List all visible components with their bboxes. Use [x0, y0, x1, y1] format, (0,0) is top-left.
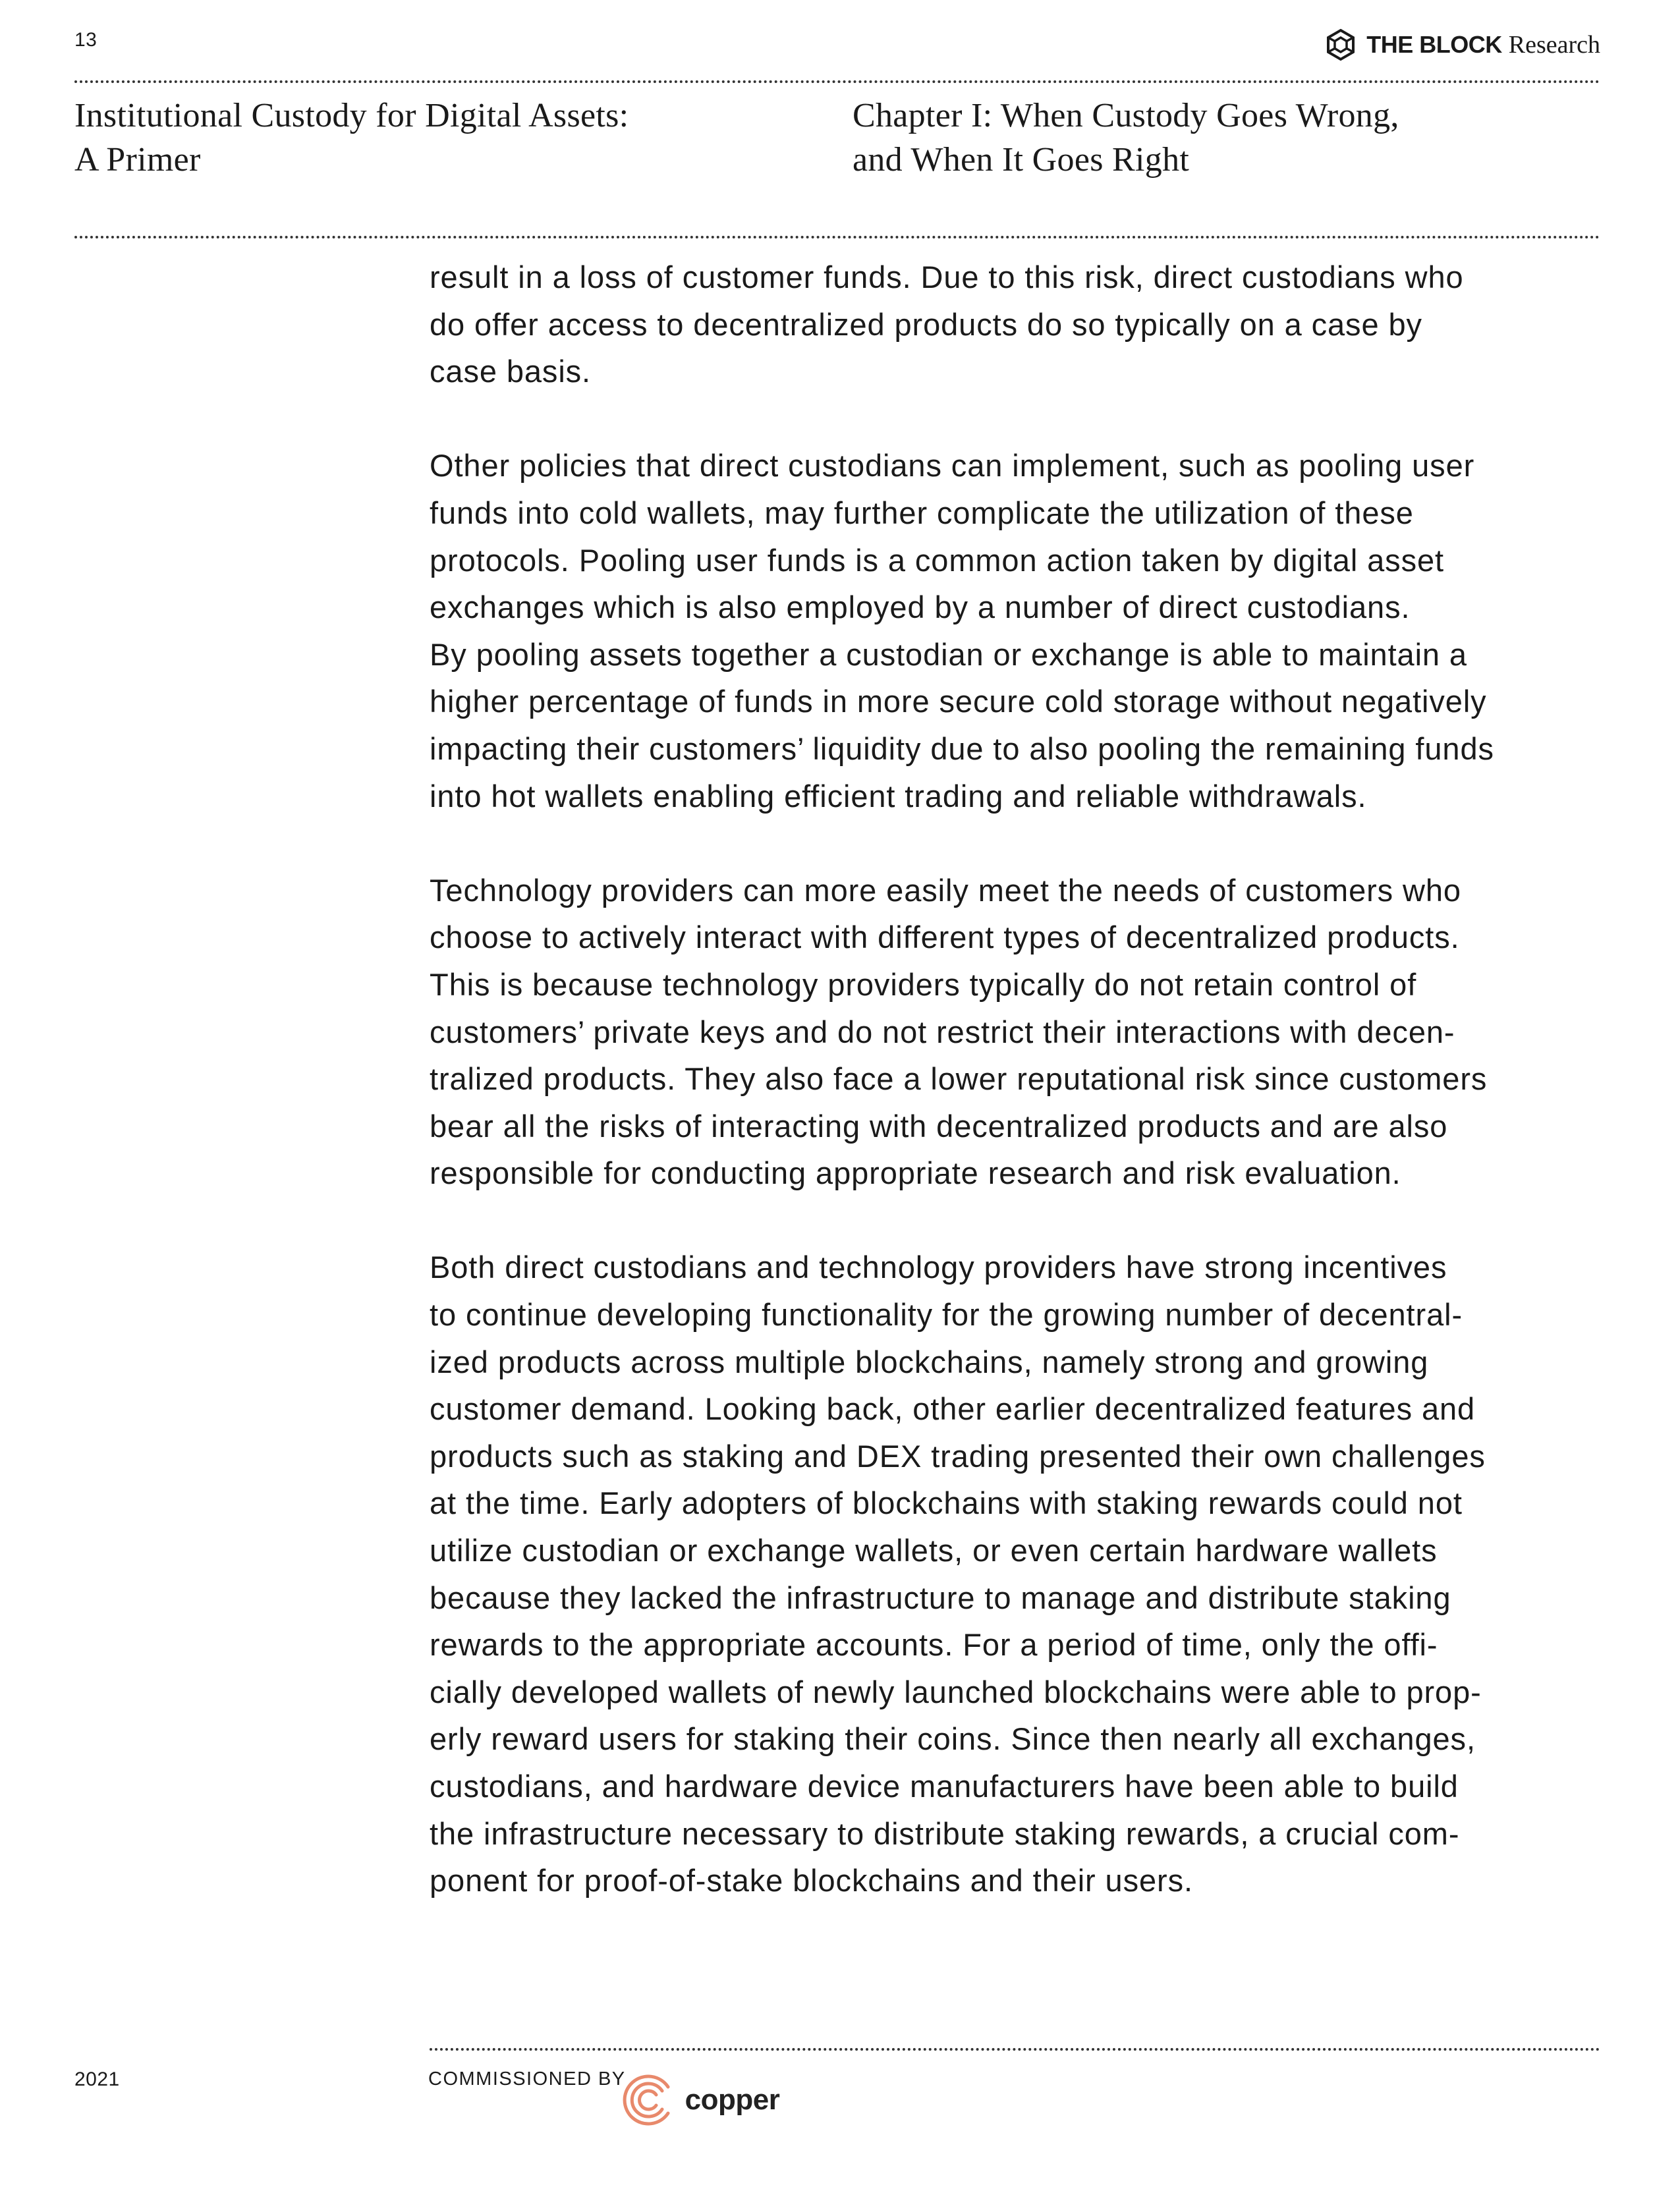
text-line: custodians, and hardware device manufacturers have been able to build: [430, 1769, 1459, 1804]
text-line: erly reward users for staking their coins. Since then nearly all exchanges,: [430, 1721, 1476, 1757]
copper-name: copper: [685, 2084, 780, 2116]
document-title-line: Institutional Custody for Digital Assets:: [74, 97, 629, 134]
text-line: ized products across multiple blockchains, namely strong and growing: [430, 1344, 1429, 1379]
commissioned-by: [428, 2067, 779, 2128]
chapter-title-line: and When It Goes Right: [853, 141, 1190, 179]
paragraph: [430, 1244, 1609, 1904]
commissioned-label: COMMISSIONED BY: [428, 2068, 626, 2090]
text-line: higher percentage of funds in more secure cold storage without negatively: [430, 684, 1487, 719]
footer-year: 2021: [74, 2068, 120, 2090]
document-title: [74, 94, 799, 182]
text-line: choose to actively interact with different types of decentralized products.: [430, 920, 1460, 955]
text-line: funds into cold wallets, may further complicate the utilization of these: [430, 495, 1414, 530]
text-line: result in a loss of customer funds. Due to this risk, direct custodians who: [430, 260, 1464, 294]
body-text: [430, 254, 1609, 1951]
text-line: protocols. Pooling user funds is a common action taken by digital asset: [430, 542, 1444, 578]
text-line: do offer access to decentralized products do so typically on a case by: [430, 306, 1422, 342]
text-line: This is because technology providers typically do not retain control of: [430, 966, 1417, 1002]
copper-c-logo-icon: [622, 2072, 677, 2128]
the-block-cube-icon: [1324, 28, 1357, 61]
text-line: cially developed wallets of newly launched blockchains were able to prop-: [430, 1674, 1482, 1709]
text-line: Other policies that direct custodians can implement, such as pooling user: [430, 448, 1475, 484]
footer-divider: [430, 2048, 1600, 2051]
text-line: products such as staking and DEX trading presented their own challenges: [430, 1438, 1486, 1474]
document-title-line: A Primer: [74, 141, 201, 179]
text-line: into hot wallets enabling efficient trading and reliable withdrawals.: [430, 778, 1367, 814]
text-line: responsible for conducting appropriate research and risk evaluation.: [430, 1155, 1401, 1191]
text-line: to continue developing functionality for the growing number of decentral-: [430, 1297, 1463, 1333]
text-line: impacting their customers’ liquidity due to also pooling the remaining funds: [430, 731, 1494, 766]
brand-name: THE BLOCK: [1366, 31, 1502, 58]
text-line: Both direct custodians and technology providers have strong incentives: [430, 1250, 1447, 1285]
copper-logo: [622, 2072, 780, 2128]
page-number: 13: [74, 29, 98, 51]
text-line: utilize custodian or exchange wallets, or even certain hardware wallets: [430, 1533, 1438, 1568]
text-line: customers’ private keys and do not restrict their interactions with decen-: [430, 1014, 1455, 1049]
paragraph: [430, 442, 1609, 819]
paragraph: [430, 867, 1609, 1197]
header-top-divider: [74, 80, 1600, 83]
text-line: bear all the risks of interacting with decentralized products and are also: [430, 1108, 1448, 1144]
text-line: customer demand. Looking back, other earlier decentralized features and: [430, 1391, 1476, 1427]
text-line: at the time. Early adopters of blockchains with staking rewards could not: [430, 1485, 1463, 1521]
brand-suffix: Research: [1508, 31, 1600, 59]
chapter-title: [853, 94, 1577, 182]
text-line: the infrastructure necessary to distribute staking rewards, a crucial com-: [430, 1815, 1460, 1851]
chapter-title-line: Chapter I: When Custody Goes Wrong,: [853, 97, 1399, 134]
text-line: case basis.: [430, 354, 592, 389]
text-line: ponent for proof-of-stake blockchains and their users.: [430, 1863, 1193, 1898]
text-line: By pooling assets together a custodian or exchange is able to maintain a: [430, 636, 1467, 672]
paragraph: [430, 254, 1609, 395]
brand-logo: [1324, 26, 1600, 63]
text-line: exchanges which is also employed by a number of direct custodians.: [430, 590, 1411, 625]
text-line: Technology providers can more easily meet the needs of customers who: [430, 872, 1461, 908]
text-line: rewards to the appropriate accounts. For a period of time, only the offi-: [430, 1627, 1438, 1663]
text-line: because they lacked the infrastructure to manage and distribute staking: [430, 1580, 1451, 1615]
text-line: tralized products. They also face a lower reputational risk since customers: [430, 1061, 1488, 1097]
header-bottom-divider: [74, 236, 1600, 238]
